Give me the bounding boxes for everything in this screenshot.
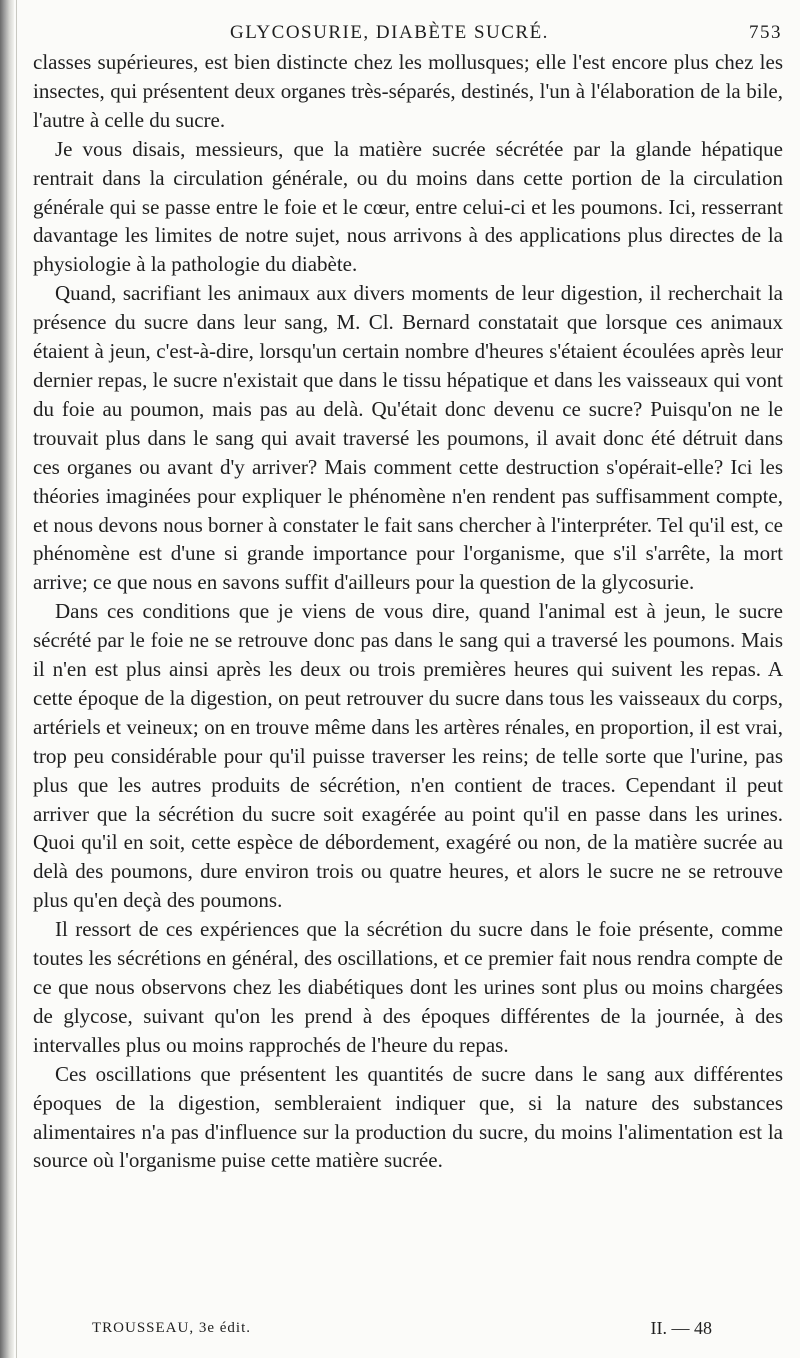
paragraph: Je vous disais, messieurs, que la matière sucrée sécrétée par la glande hépatique rentrait dans la circulation générale, ou du moins dans cette portion de la circulation générale qui se passe entre le foie et le cœur, entre celui-ci et les poumons. Ici, resserrant davantage les limites de notre sujet, nous arrivons à des applications plus directes de la physiologie à la pathologie du diabète. bbox=[33, 136, 783, 277]
paragraph: Quand, sacrifiant les animaux aux divers moments de leur digestion, il recherchait la présence du sucre dans leur sang, M. Cl. Bernard constatait que lorsque ces animaux étaient à jeun, c'est-à-dire, lorsqu'un certain nombre d'heures s'étaient écoulées après leur dernier repas, le sucre n'existait que dans le tissu hépatique et dans les vaisseaux qui vont du foie au poumon, mais pas au delà. Qu'était donc devenu ce sucre? Puisqu'on ne le trouvait plus dans le sang qui avait traversé les poumons, il avait donc été détruit dans ces organes ou avant d'y arriver? Mais comment cette destruction s'opérait-elle? Ici les théories imaginées pour expliquer le phénomène n'en rendent pas suffisamment compte, et nous devons nous borner à constater le fait sans chercher à l'interpréter. Tel qu'il est, ce phénomène est d'une si grande importance pour l'organisme, que s'il s'arrête, la mort arrive; ce que nous en savons suffit d'ailleurs pour la question de la glycosurie. bbox=[33, 281, 783, 595]
page-number: 753 bbox=[749, 22, 782, 43]
printer-signature: TROUSSEAU, 3e édit. bbox=[92, 1320, 251, 1336]
page-footer bbox=[0, 1320, 800, 1346]
paragraph: Dans ces conditions que je viens de vous dire, quand l'animal est à jeun, le sucre sécrété par le foie ne se retrouve donc pas dans le sang qui a traversé les poumons. Mais il n'en est plus ainsi après les deux ou trois premières heures qui suivent les repas. A cette époque de la digestion, on peut retrouver du sucre dans tous les vaisseaux du corps, artériels et veineux; on en trouve même dans les artères rénales, en proportion, il est vrai, trop peu considérable pour qu'il puisse traverser les reins; de telle sorte que l'urine, pas plus que les autres produits de sécrétion, n'en contient de traces. Cependant il peut arriver que la sécrétion du sucre soit exagérée au point qu'il en passe dans les urines. Quoi qu'il en soit, cette espèce de débordement, exagéré ou non, de la matière sucrée au delà des poumons, dure environ trois ou quatre heures, et alors le sucre ne se retrouve plus qu'en deçà des poumons. bbox=[33, 599, 783, 913]
paragraph-continuation: classes supérieures, est bien distincte chez les mollusques; elle l'est encore plus chez les insectes, qui présentent deux organes très-séparés, destinés, l'un à l'élaboration de la bile, l'autre à celle du sucre. bbox=[33, 50, 783, 132]
body-text bbox=[33, 48, 783, 1175]
volume-sheet-mark: II. — 48 bbox=[650, 1318, 712, 1338]
paragraph: Il ressort de ces expériences que la sécrétion du sucre dans le foie présente, comme toutes les sécrétions en général, des oscillations, et ce premier fait nous rendra compte de ce que nous observons chez les diabétiques dont les urines sont plus ou moins chargées de glycose, suivant qu'on les prend à des époques différentes de la journée, à des intervalles plus ou moins rapprochés de l'heure du repas. bbox=[33, 917, 783, 1057]
running-title: GLYCOSURIE, DIABÈTE SUCRÉ. bbox=[230, 22, 549, 43]
binding-gutter bbox=[0, 0, 14, 1358]
binding-edge-line bbox=[16, 0, 17, 1358]
paragraph: Ces oscillations que présentent les quantités de sucre dans le sang aux différentes époques de la digestion, sembleraient indiquer que, si la nature des substances alimentaires n'a pas d'influence sur la production du sucre, du moins l'alimentation est la source où l'organisme puise cette matière sucrée. bbox=[33, 1061, 783, 1173]
